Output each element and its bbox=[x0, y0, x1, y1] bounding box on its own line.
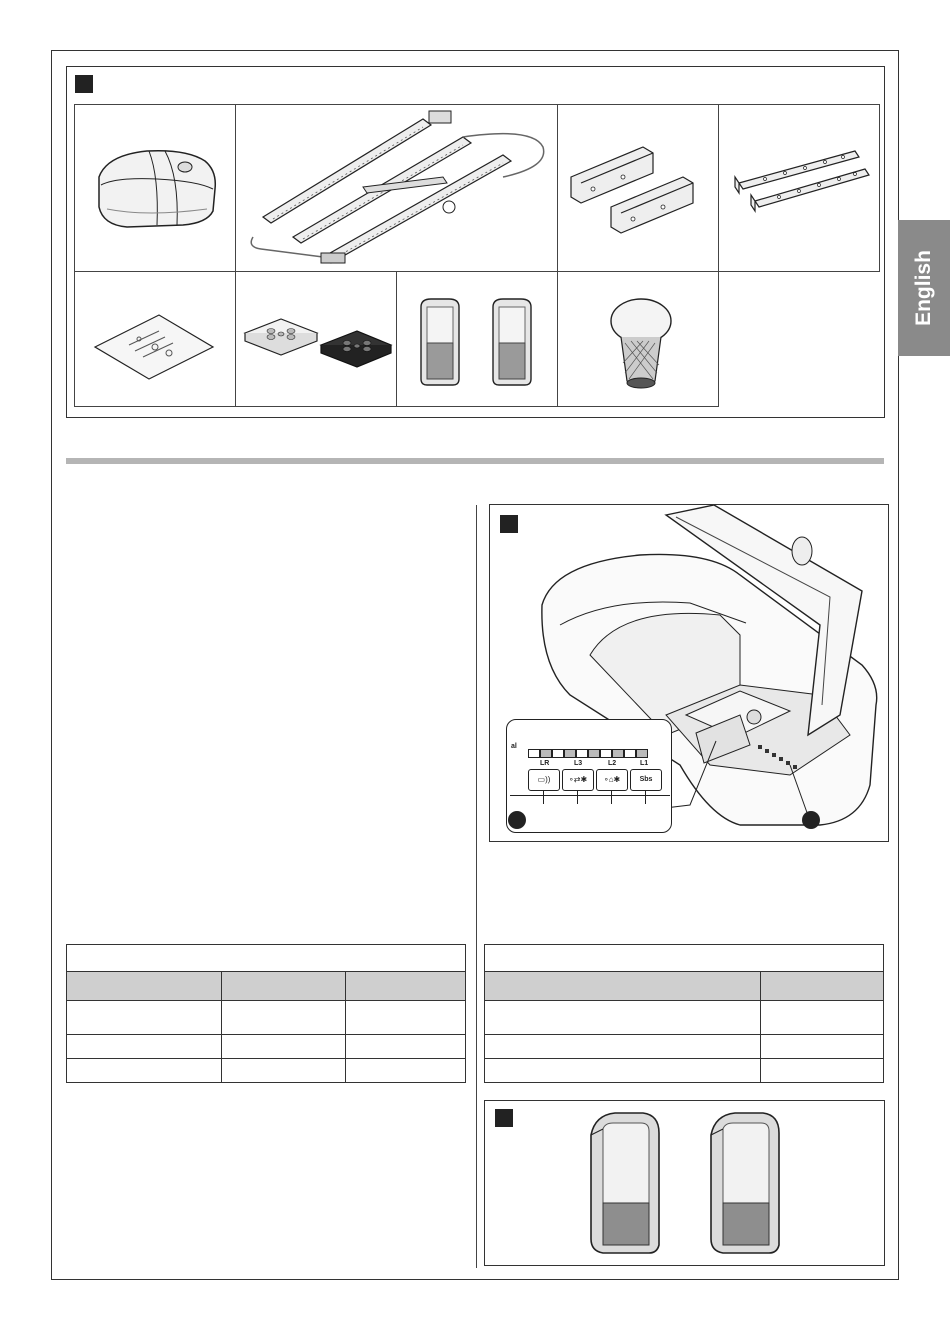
ceiling-brackets-icon bbox=[563, 137, 713, 237]
photocells-large-icon bbox=[581, 1107, 791, 1257]
right-table-header-2 bbox=[761, 972, 884, 1001]
table-cell bbox=[485, 1001, 761, 1035]
figure-1-marker bbox=[75, 75, 93, 93]
panel-button-3[interactable]: ∘⌂✱ bbox=[596, 769, 628, 791]
table-cell bbox=[67, 1059, 222, 1083]
led-label-lr: LR bbox=[540, 760, 550, 767]
section-divider bbox=[66, 458, 884, 464]
led-row bbox=[528, 749, 648, 758]
table-cell bbox=[761, 1035, 884, 1059]
flashing-light-icon bbox=[597, 293, 687, 398]
figure-3 bbox=[484, 1100, 885, 1266]
photocells-icon bbox=[407, 293, 552, 393]
table-cell bbox=[67, 1001, 222, 1035]
table-cell bbox=[222, 1001, 346, 1035]
panel-button-1[interactable]: ▭)) bbox=[528, 769, 560, 791]
table-cell bbox=[346, 1035, 466, 1059]
led-label-l1: L1 bbox=[640, 760, 649, 767]
left-table bbox=[66, 944, 466, 1083]
left-table-header-1 bbox=[67, 972, 222, 1001]
table-cell bbox=[222, 1035, 346, 1059]
figure-2 bbox=[489, 504, 889, 842]
table-cell bbox=[346, 1001, 466, 1035]
callout-marker-a bbox=[508, 811, 526, 829]
table-cell bbox=[761, 1001, 884, 1035]
left-table-header-2 bbox=[222, 972, 346, 1001]
right-table bbox=[484, 944, 884, 1083]
led-label-l2: L2 bbox=[608, 760, 617, 767]
right-table-title bbox=[485, 945, 884, 972]
table-cell bbox=[761, 1059, 884, 1083]
language-tab-label: English bbox=[912, 250, 935, 326]
table-cell bbox=[485, 1035, 761, 1059]
guide-rail-icon bbox=[243, 107, 553, 267]
panel-button-sbs[interactable]: Sbs bbox=[630, 769, 662, 791]
left-table-header-3 bbox=[346, 972, 466, 1001]
column-divider bbox=[476, 505, 477, 1268]
gearmotor-icon bbox=[87, 137, 227, 237]
led-label-l3: L3 bbox=[574, 760, 583, 767]
right-table-header-1 bbox=[485, 972, 761, 1001]
panel-button-2[interactable]: ∘⇄✱ bbox=[562, 769, 594, 791]
panel-side-mark: al bbox=[511, 743, 517, 750]
table-cell bbox=[67, 1035, 222, 1059]
hardware-bag-icon bbox=[89, 307, 219, 387]
table-cell bbox=[485, 1059, 761, 1083]
table-cell bbox=[222, 1059, 346, 1083]
figure-1 bbox=[66, 66, 885, 418]
keypads-icon bbox=[241, 303, 393, 383]
door-brackets-icon bbox=[725, 147, 875, 227]
callout-marker-b bbox=[802, 811, 820, 829]
table-cell bbox=[346, 1059, 466, 1083]
figure-3-marker bbox=[495, 1109, 513, 1127]
language-tab[interactable] bbox=[898, 220, 950, 356]
left-table-title bbox=[67, 945, 466, 972]
